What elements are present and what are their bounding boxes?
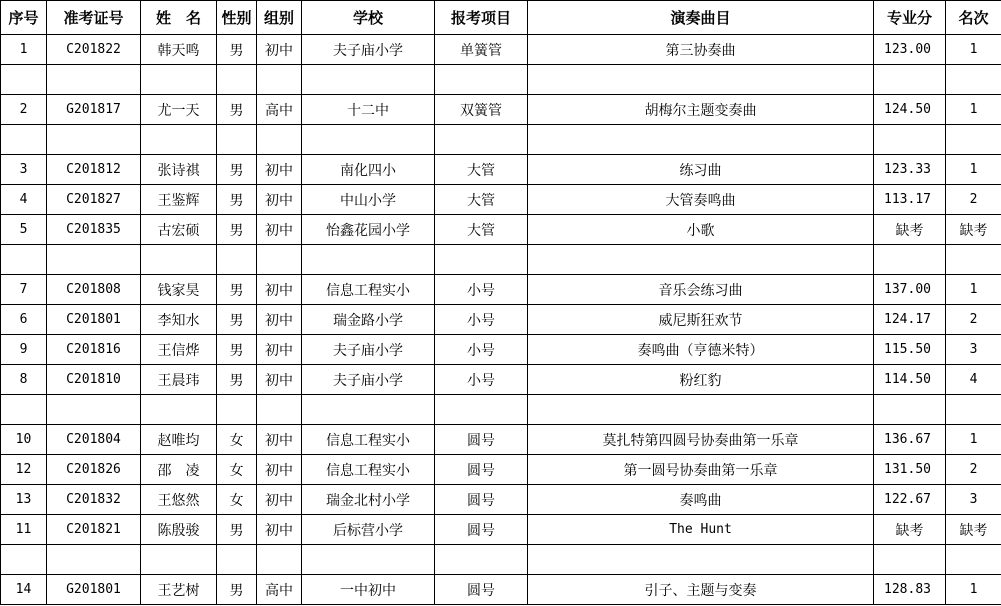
cell-gender: 男: [217, 575, 257, 605]
cell-group: 初中: [257, 515, 302, 545]
cell-no: 7: [1, 275, 47, 305]
empty-cell: [1, 395, 47, 425]
empty-cell: [528, 545, 874, 575]
header-score: 专业分: [874, 1, 946, 35]
empty-cell: [874, 245, 946, 275]
empty-cell: [141, 245, 217, 275]
cell-school: 瑞金北村小学: [302, 485, 435, 515]
empty-cell: [257, 395, 302, 425]
cell-rank: 1: [946, 155, 1001, 185]
cell-piece: 莫扎特第四圆号协奏曲第一乐章: [528, 425, 874, 455]
empty-cell: [874, 395, 946, 425]
cell-score: 缺考: [874, 515, 946, 545]
cell-gender: 男: [217, 515, 257, 545]
cell-no: 13: [1, 485, 47, 515]
empty-cell: [528, 245, 874, 275]
cell-school: 夫子庙小学: [302, 335, 435, 365]
cell-exam-id: C201827: [47, 185, 141, 215]
spacer-row: [1, 545, 1001, 575]
empty-cell: [302, 245, 435, 275]
cell-piece: 第三协奏曲: [528, 35, 874, 65]
cell-item: 大管: [435, 155, 528, 185]
cell-group: 初中: [257, 275, 302, 305]
empty-cell: [257, 125, 302, 155]
empty-cell: [217, 65, 257, 95]
cell-name: 尤一天: [141, 95, 217, 125]
table-row: [1, 155, 1001, 185]
empty-cell: [528, 125, 874, 155]
empty-cell: [435, 545, 528, 575]
spacer-row: [1, 125, 1001, 155]
cell-item: 小号: [435, 365, 528, 395]
empty-cell: [217, 125, 257, 155]
header-group: 组别: [257, 1, 302, 35]
cell-rank: 2: [946, 455, 1001, 485]
empty-cell: [302, 395, 435, 425]
header-name: 姓 名: [141, 1, 217, 35]
cell-item: 圆号: [435, 455, 528, 485]
cell-rank: 4: [946, 365, 1001, 395]
cell-name: 李知水: [141, 305, 217, 335]
table-row: [1, 95, 1001, 125]
cell-piece: 粉红豹: [528, 365, 874, 395]
cell-item: 大管: [435, 215, 528, 245]
cell-piece: 第一圆号协奏曲第一乐章: [528, 455, 874, 485]
cell-exam-id: G201817: [47, 95, 141, 125]
cell-group: 初中: [257, 335, 302, 365]
header-no: 序号: [1, 1, 47, 35]
empty-cell: [217, 245, 257, 275]
empty-cell: [874, 65, 946, 95]
cell-score: 124.50: [874, 95, 946, 125]
empty-cell: [141, 65, 217, 95]
empty-cell: [257, 245, 302, 275]
empty-cell: [435, 65, 528, 95]
cell-gender: 男: [217, 365, 257, 395]
cell-name: 王悠然: [141, 485, 217, 515]
cell-gender: 男: [217, 305, 257, 335]
cell-group: 初中: [257, 185, 302, 215]
spacer-row: [1, 395, 1001, 425]
cell-item: 大管: [435, 185, 528, 215]
empty-cell: [435, 125, 528, 155]
cell-piece: 引子、主题与变奏: [528, 575, 874, 605]
cell-school: 瑞金路小学: [302, 305, 435, 335]
cell-item: 小号: [435, 275, 528, 305]
cell-rank: 3: [946, 485, 1001, 515]
cell-gender: 男: [217, 35, 257, 65]
cell-item: 圆号: [435, 515, 528, 545]
cell-rank: 1: [946, 575, 1001, 605]
cell-piece: 小歌: [528, 215, 874, 245]
cell-name: 赵唯均: [141, 425, 217, 455]
cell-rank: 2: [946, 305, 1001, 335]
empty-cell: [47, 65, 141, 95]
empty-cell: [528, 65, 874, 95]
empty-cell: [946, 65, 1001, 95]
cell-item: 小号: [435, 305, 528, 335]
cell-exam-id: C201810: [47, 365, 141, 395]
cell-group: 高中: [257, 575, 302, 605]
cell-gender: 女: [217, 455, 257, 485]
table-row: [1, 215, 1001, 245]
table-row: [1, 35, 1001, 65]
cell-no: 11: [1, 515, 47, 545]
empty-cell: [435, 395, 528, 425]
cell-group: 初中: [257, 455, 302, 485]
cell-piece: 练习曲: [528, 155, 874, 185]
cell-name: 韩天鸣: [141, 35, 217, 65]
table-row: [1, 365, 1001, 395]
cell-no: 12: [1, 455, 47, 485]
cell-school: 夫子庙小学: [302, 35, 435, 65]
empty-cell: [1, 125, 47, 155]
cell-item: 圆号: [435, 425, 528, 455]
empty-cell: [302, 545, 435, 575]
table-row: [1, 335, 1001, 365]
cell-rank: 缺考: [946, 515, 1001, 545]
cell-school: 信息工程实小: [302, 275, 435, 305]
cell-school: 后标营小学: [302, 515, 435, 545]
cell-gender: 女: [217, 425, 257, 455]
spacer-row: [1, 245, 1001, 275]
empty-cell: [874, 545, 946, 575]
cell-exam-id: C201801: [47, 305, 141, 335]
cell-piece: 奏鸣曲（亨德米特）: [528, 335, 874, 365]
cell-gender: 男: [217, 215, 257, 245]
cell-rank: 1: [946, 425, 1001, 455]
cell-no: 3: [1, 155, 47, 185]
cell-school: 中山小学: [302, 185, 435, 215]
cell-no: 10: [1, 425, 47, 455]
empty-cell: [47, 245, 141, 275]
table-row: [1, 485, 1001, 515]
empty-cell: [946, 245, 1001, 275]
header-row: [1, 1, 1001, 35]
table-row: [1, 275, 1001, 305]
cell-exam-id: C201832: [47, 485, 141, 515]
cell-gender: 男: [217, 185, 257, 215]
cell-score: 137.00: [874, 275, 946, 305]
header-school: 学校: [302, 1, 435, 35]
cell-group: 初中: [257, 215, 302, 245]
cell-school: 夫子庙小学: [302, 365, 435, 395]
empty-cell: [47, 395, 141, 425]
cell-rank: 3: [946, 335, 1001, 365]
cell-piece: 胡梅尔主题变奏曲: [528, 95, 874, 125]
empty-cell: [946, 125, 1001, 155]
spacer-row: [1, 65, 1001, 95]
cell-group: 初中: [257, 365, 302, 395]
header-exam-id: 准考证号: [47, 1, 141, 35]
cell-no: 2: [1, 95, 47, 125]
cell-no: 1: [1, 35, 47, 65]
empty-cell: [257, 545, 302, 575]
cell-gender: 男: [217, 155, 257, 185]
cell-score: 122.67: [874, 485, 946, 515]
header-rank: 名次: [946, 1, 1001, 35]
empty-cell: [946, 545, 1001, 575]
cell-group: 初中: [257, 485, 302, 515]
cell-score: 123.33: [874, 155, 946, 185]
empty-cell: [435, 245, 528, 275]
table-row: [1, 575, 1001, 605]
cell-name: 王晨玮: [141, 365, 217, 395]
cell-piece: The Hunt: [528, 515, 874, 545]
header-piece: 演奏曲目: [528, 1, 874, 35]
cell-name: 王信烨: [141, 335, 217, 365]
cell-no: 9: [1, 335, 47, 365]
header-item: 报考项目: [435, 1, 528, 35]
cell-name: 王鉴辉: [141, 185, 217, 215]
cell-rank: 1: [946, 35, 1001, 65]
table-row: [1, 425, 1001, 455]
cell-score: 114.50: [874, 365, 946, 395]
empty-cell: [141, 395, 217, 425]
cell-score: 缺考: [874, 215, 946, 245]
empty-cell: [47, 545, 141, 575]
cell-exam-id: C201835: [47, 215, 141, 245]
cell-exam-id: C201816: [47, 335, 141, 365]
cell-piece: 大管奏鸣曲: [528, 185, 874, 215]
cell-name: 邵 凌: [141, 455, 217, 485]
cell-item: 圆号: [435, 575, 528, 605]
empty-cell: [1, 545, 47, 575]
cell-exam-id: C201808: [47, 275, 141, 305]
empty-cell: [946, 395, 1001, 425]
empty-cell: [1, 245, 47, 275]
cell-group: 初中: [257, 35, 302, 65]
empty-cell: [141, 125, 217, 155]
cell-piece: 音乐会练习曲: [528, 275, 874, 305]
cell-name: 王艺树: [141, 575, 217, 605]
empty-cell: [217, 395, 257, 425]
cell-name: 钱家昊: [141, 275, 217, 305]
table-row: [1, 455, 1001, 485]
cell-exam-id: C201826: [47, 455, 141, 485]
cell-score: 113.17: [874, 185, 946, 215]
cell-score: 136.67: [874, 425, 946, 455]
cell-rank: 1: [946, 275, 1001, 305]
cell-school: 一中初中: [302, 575, 435, 605]
cell-exam-id: G201801: [47, 575, 141, 605]
cell-gender: 女: [217, 485, 257, 515]
table-row: [1, 515, 1001, 545]
cell-score: 128.83: [874, 575, 946, 605]
empty-cell: [874, 125, 946, 155]
empty-cell: [302, 125, 435, 155]
cell-item: 双簧管: [435, 95, 528, 125]
cell-item: 圆号: [435, 485, 528, 515]
cell-school: 十二中: [302, 95, 435, 125]
cell-rank: 1: [946, 95, 1001, 125]
cell-piece: 威尼斯狂欢节: [528, 305, 874, 335]
table-row: [1, 185, 1001, 215]
cell-exam-id: C201812: [47, 155, 141, 185]
empty-cell: [217, 545, 257, 575]
cell-group: 初中: [257, 155, 302, 185]
cell-name: 张诗祺: [141, 155, 217, 185]
cell-rank: 缺考: [946, 215, 1001, 245]
table-row: [1, 305, 1001, 335]
empty-cell: [302, 65, 435, 95]
cell-score: 124.17: [874, 305, 946, 335]
cell-exam-id: C201804: [47, 425, 141, 455]
cell-exam-id: C201821: [47, 515, 141, 545]
cell-school: 信息工程实小: [302, 455, 435, 485]
cell-gender: 男: [217, 335, 257, 365]
cell-school: 南化四小: [302, 155, 435, 185]
cell-no: 4: [1, 185, 47, 215]
cell-name: 陈殷骏: [141, 515, 217, 545]
cell-gender: 男: [217, 275, 257, 305]
cell-no: 5: [1, 215, 47, 245]
empty-cell: [1, 65, 47, 95]
cell-name: 古宏硕: [141, 215, 217, 245]
cell-no: 8: [1, 365, 47, 395]
cell-exam-id: C201822: [47, 35, 141, 65]
cell-rank: 2: [946, 185, 1001, 215]
cell-group: 高中: [257, 95, 302, 125]
table-body: [1, 35, 1001, 605]
empty-cell: [47, 125, 141, 155]
cell-item: 小号: [435, 335, 528, 365]
empty-cell: [528, 395, 874, 425]
cell-score: 115.50: [874, 335, 946, 365]
empty-cell: [141, 545, 217, 575]
cell-score: 131.50: [874, 455, 946, 485]
cell-school: 怡鑫花园小学: [302, 215, 435, 245]
cell-school: 信息工程实小: [302, 425, 435, 455]
cell-gender: 男: [217, 95, 257, 125]
empty-cell: [257, 65, 302, 95]
cell-score: 123.00: [874, 35, 946, 65]
cell-group: 初中: [257, 305, 302, 335]
cell-no: 14: [1, 575, 47, 605]
header-gender: 性别: [217, 1, 257, 35]
cell-group: 初中: [257, 425, 302, 455]
cell-piece: 奏鸣曲: [528, 485, 874, 515]
cell-item: 单簧管: [435, 35, 528, 65]
cell-no: 6: [1, 305, 47, 335]
